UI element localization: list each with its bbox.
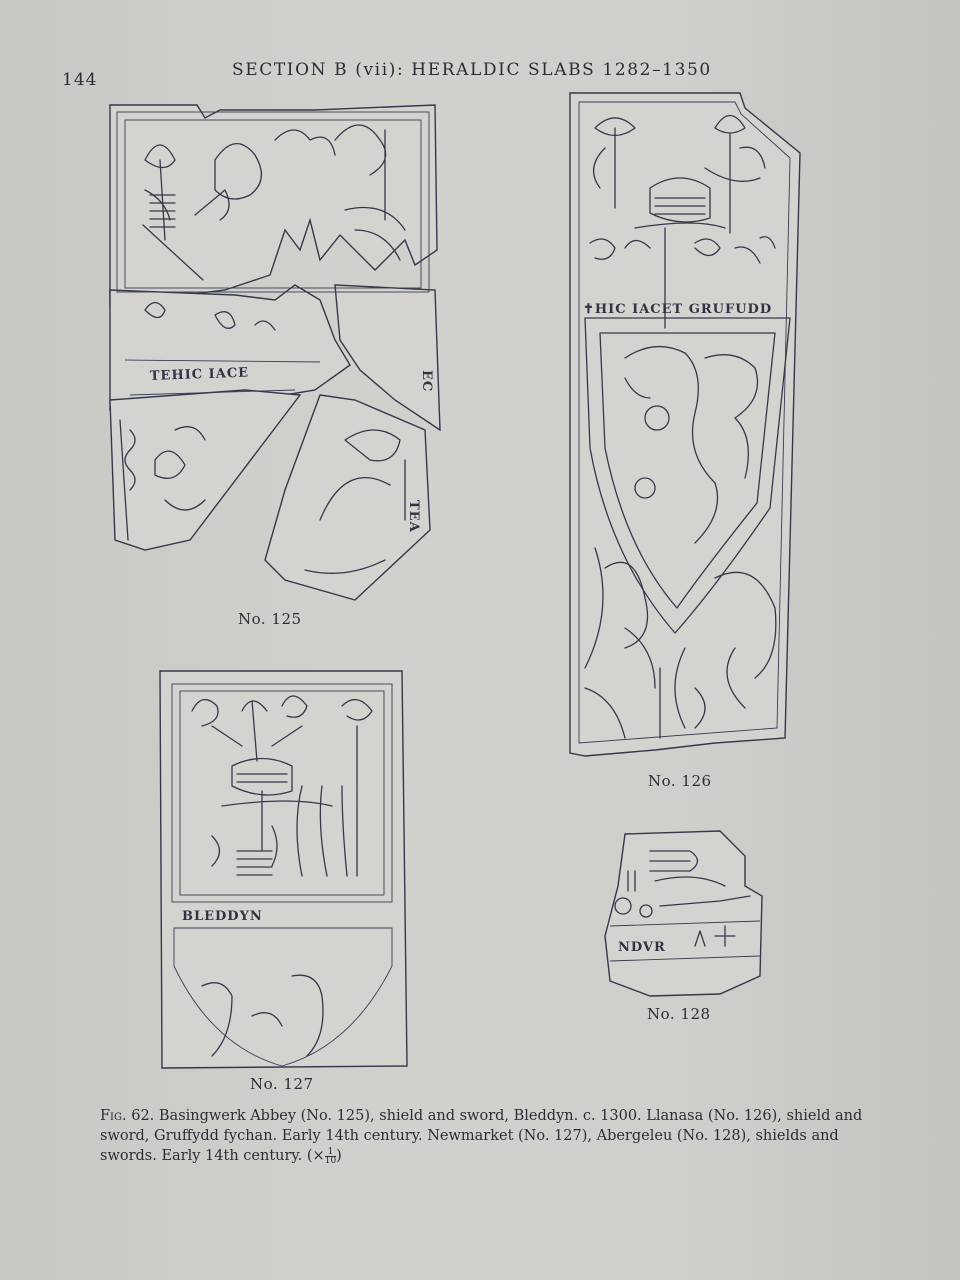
- caption-figure-label: Fig. 62.: [100, 1108, 155, 1124]
- slab-no-125-drawing: [105, 100, 445, 605]
- figure-label-no-128: No. 128: [647, 1005, 711, 1023]
- running-head: SECTION B (vii): HERALDIC SLABS 1282–1350: [232, 60, 712, 80]
- slab-no-126-drawing: [565, 88, 815, 758]
- figure-label-no-126: No. 126: [648, 772, 712, 790]
- svg-text:EC: EC: [419, 370, 434, 393]
- page-number: 144: [62, 70, 98, 90]
- scale-fraction: [325, 1148, 336, 1165]
- scale-denominator: 10: [324, 1155, 337, 1166]
- slab-no-127-drawing: [152, 666, 412, 1076]
- svg-text:TEA: TEA: [406, 500, 421, 533]
- scale-numerator: 1: [325, 1148, 336, 1157]
- svg-text:✝HIC IACET GRUFUDD: ✝HIC IACET GRUFUDD: [583, 302, 773, 317]
- inscription-no-127: BLEDDYN: [182, 909, 263, 924]
- slab-no-128-drawing: [600, 826, 770, 1001]
- figure-label-no-125: No. 125: [238, 610, 302, 628]
- caption-close-paren: ): [336, 1148, 342, 1164]
- figure-label-no-127: No. 127: [250, 1075, 314, 1093]
- caption-text: Basingwerk Abbey (No. 125), shield and sword, Bleddyn. c. 1300. Llanasa (No. 126), shield and sword, Gruffydd fychan. Early 14th century. Newmarket (No. 127), Abergeleu (No. 128), shields and swords. Early 14th century. (×: [100, 1108, 863, 1164]
- figure-caption: [100, 1106, 880, 1166]
- inscription-no-128: NDVR: [618, 940, 666, 955]
- svg-text:TEHIC IACE: TEHIC IACE: [149, 365, 250, 384]
